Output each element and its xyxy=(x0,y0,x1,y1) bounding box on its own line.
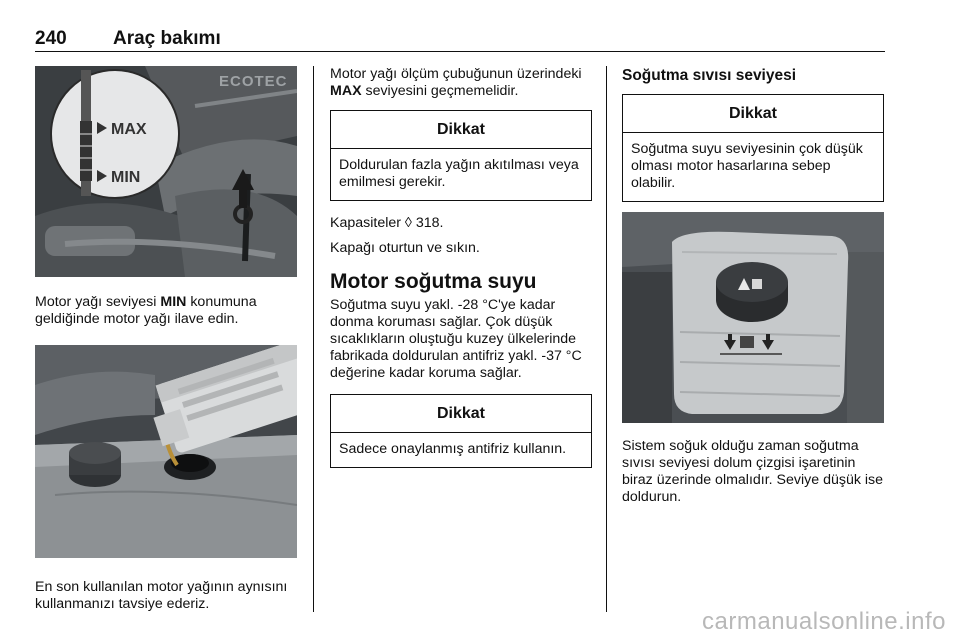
max-mark-label: MAX xyxy=(111,121,147,138)
max-bold: MAX xyxy=(330,83,362,99)
coolant-reservoir-figure xyxy=(622,212,884,423)
column-middle xyxy=(330,66,592,468)
caution-title: Dikkat xyxy=(623,95,883,133)
oil-min-paragraph: Motor yağı seviyesi MIN konumuna geldiğinde motor yağı ilave edin. xyxy=(35,294,257,327)
section-title-coolant: Motor soğutma suyu xyxy=(330,270,537,293)
caution-title: Dikkat xyxy=(331,111,591,149)
page-number: 240 xyxy=(35,28,67,49)
page-title: Araç bakımı xyxy=(113,28,221,49)
watermark: carmanualsonline.info xyxy=(702,608,946,635)
caution-text: Sadece onaylanmış antifriz kullanın. xyxy=(339,441,567,457)
capacity-reference: Kapasiteler ◊ 318. xyxy=(330,215,444,231)
coolant-paragraph: Soğutma suyu yakl. -28 °C'ye kadar donma koruması sağlar. Çok düşük sıcaklıkların oluştuğu kuzey ülkelerinde fabrikada doldurulan antifriz yakl. -37 °C değerine kadar koruma sağlar. xyxy=(330,297,582,381)
column-divider-1 xyxy=(313,66,314,612)
min-mark-label: MIN xyxy=(111,169,141,186)
cap-instruction: Kapağı oturtun ve sıkın. xyxy=(330,240,480,256)
caution-title: Dikkat xyxy=(331,395,591,433)
column-divider-2 xyxy=(606,66,607,612)
oil-fill-illustration xyxy=(35,345,297,558)
page-reference-icon: ◊ xyxy=(404,215,412,231)
caution-text: Doldurulan fazla yağın akıtılması veya emilmesi gerekir. xyxy=(339,157,579,190)
engine-brand-label: ECOTEC xyxy=(219,73,288,90)
reservoir-tank xyxy=(672,232,848,414)
dipstick-illustration xyxy=(35,66,297,277)
page-header xyxy=(35,28,885,52)
caution-box-antifreeze xyxy=(330,394,592,468)
min-bold: MIN xyxy=(160,294,187,310)
oil-fill-figure xyxy=(35,345,297,558)
dipstick-figure xyxy=(35,66,297,277)
column-right xyxy=(622,66,884,506)
caution-box-low-coolant xyxy=(622,94,884,202)
subsection-title-coolant-level: Soğutma sıvısı seviyesi xyxy=(622,67,797,84)
caution-box-excess-oil xyxy=(330,110,592,201)
coolant-reservoir-illustration xyxy=(622,212,884,423)
caution-text: Soğutma suyu seviyesinin çok düşük olması motor hasarlarına sebep olabilir. xyxy=(631,141,863,191)
coolant-level-paragraph: Sistem soğuk olduğu zaman soğutma sıvısı seviyesi dolum çizgisi işaretinin biraz üzerinde olmalıdır. Seviye düşük ise doldurun. xyxy=(622,438,884,505)
oil-max-paragraph: Motor yağı ölçüm çubuğunun üzerindeki MAX seviyesini geçmemelidir. xyxy=(330,66,582,99)
same-oil-paragraph: En son kullanılan motor yağının aynısını kullanmanızı tavsiye ederiz. xyxy=(35,579,288,612)
column-left xyxy=(35,66,297,613)
